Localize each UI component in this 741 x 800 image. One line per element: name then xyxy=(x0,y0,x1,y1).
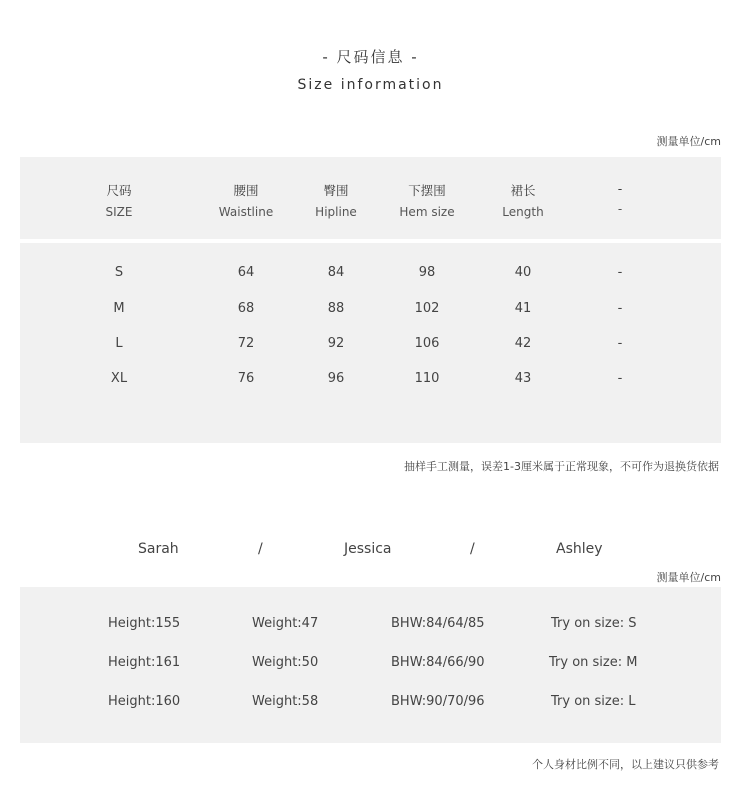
cell-waistline: 68 xyxy=(237,301,255,316)
cell-size: M xyxy=(113,301,125,316)
cell-hipline: 84 xyxy=(327,265,345,280)
model-table xyxy=(20,587,721,743)
header-length xyxy=(468,181,578,219)
model-name: Ashley xyxy=(556,541,603,557)
model-height: Height:160 xyxy=(108,694,181,709)
cell-hipline: 96 xyxy=(327,371,345,386)
section-title-en: Size information xyxy=(297,77,444,93)
cell-waistline: 76 xyxy=(237,371,255,386)
header-en: - xyxy=(617,202,623,216)
model-weight: Weight:50 xyxy=(252,655,319,670)
header-en: SIZE xyxy=(105,205,133,219)
cell-hem-size: 110 xyxy=(414,371,440,386)
cell-length: 40 xyxy=(514,265,532,280)
header-extra xyxy=(565,181,675,216)
cell-length: 42 xyxy=(514,336,532,351)
model-bhw: BHW:84/66/90 xyxy=(391,655,485,670)
header-size xyxy=(64,181,174,219)
model-try-size: Try on size: M xyxy=(549,655,638,670)
cell-size: S xyxy=(114,265,124,280)
header-hem-size xyxy=(372,181,482,219)
cell-length: 43 xyxy=(514,371,532,386)
cell-extra: - xyxy=(617,265,623,280)
model-name: Sarah xyxy=(138,541,179,557)
cell-hipline: 92 xyxy=(327,336,345,351)
model-separator: / xyxy=(258,541,263,557)
cell-waistline: 72 xyxy=(237,336,255,351)
header-en: Hipline xyxy=(315,205,357,219)
model-try-size: Try on size: L xyxy=(551,694,636,709)
cell-extra: - xyxy=(617,301,623,316)
cell-hem-size: 102 xyxy=(414,301,440,316)
cell-size: XL xyxy=(110,371,128,386)
header-cn: 臀围 xyxy=(323,183,349,198)
header-en: Length xyxy=(502,205,544,219)
cell-hipline: 88 xyxy=(327,301,345,316)
header-cn: 尺码 xyxy=(106,183,132,198)
header-cn: 裙长 xyxy=(510,183,536,198)
model-bhw: BHW:90/70/96 xyxy=(391,694,485,709)
model-name: Jessica xyxy=(344,541,392,557)
header-en: Hem size xyxy=(399,205,455,219)
cell-extra: - xyxy=(617,336,623,351)
section-title-cn: - 尺码信息 - xyxy=(322,48,419,66)
size-disclaimer: 抽样手工测量，误差1-3厘米属于正常现象，不可作为退换货依据 xyxy=(404,460,719,473)
cell-hem-size: 106 xyxy=(414,336,440,351)
header-cn: 下摆围 xyxy=(408,183,446,198)
model-height: Height:155 xyxy=(108,616,181,631)
model-bhw: BHW:84/64/85 xyxy=(391,616,485,631)
model-disclaimer: 个人身材比例不同，以上建议只供参考 xyxy=(532,758,719,771)
cell-extra: - xyxy=(617,371,623,386)
cell-hem-size: 98 xyxy=(418,265,436,280)
unit-label: 测量单位/cm xyxy=(656,571,721,584)
size-table-body xyxy=(20,243,721,443)
unit-label: 测量单位/cm xyxy=(656,135,721,148)
cell-size: L xyxy=(115,336,123,351)
model-weight: Weight:58 xyxy=(252,694,319,709)
header-cn: - xyxy=(617,181,623,196)
model-weight: Weight:47 xyxy=(252,616,319,631)
model-try-size: Try on size: S xyxy=(551,616,637,631)
cell-length: 41 xyxy=(514,301,532,316)
header-en: Waistline xyxy=(218,205,274,219)
cell-waistline: 64 xyxy=(237,265,255,280)
model-separator: / xyxy=(470,541,475,557)
header-cn: 腰围 xyxy=(233,183,259,198)
model-height: Height:161 xyxy=(108,655,181,670)
size-table-header xyxy=(20,157,721,239)
